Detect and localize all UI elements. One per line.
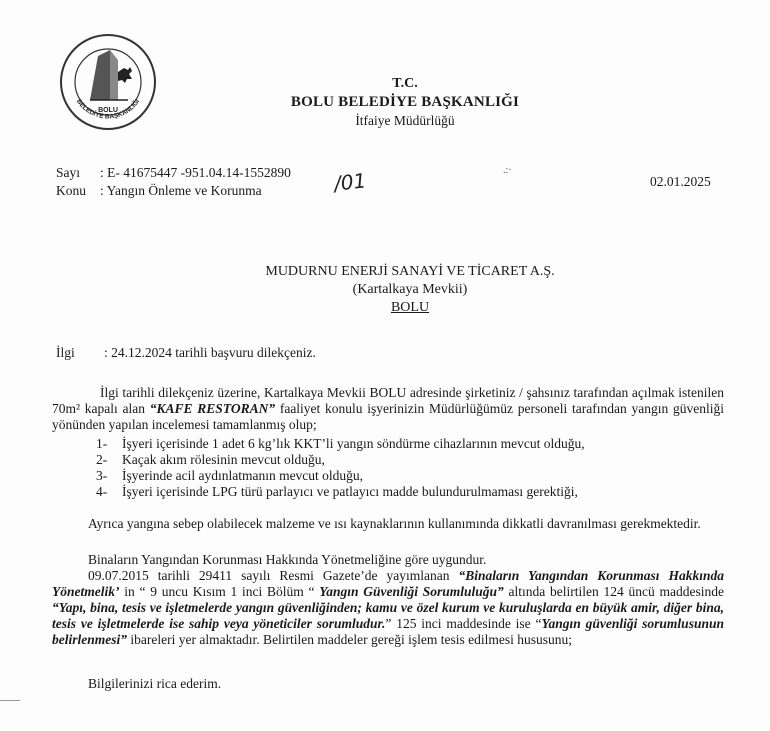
reg-text-b: in “ 9 uncu Kısım 1 inci Bölüm “ [119,584,320,599]
reg-text-c: altında belirtilen 124 üncü maddesinde [503,584,725,599]
reg-text-e: ibareleri yer almaktadır. Belirtilen maddeler gereği işlem tesis edilmesi hususunu; [127,632,572,647]
margin-mark [0,700,20,701]
paragraph-compliance [52,552,724,568]
header-organization: BOLU BELEDİYE BAŞKANLIĞI [290,94,520,110]
recipient-city: BOLU [390,300,430,315]
subject-value: : Yangın Önleme ve Korunma [100,183,262,198]
stray-mark: .:· [503,165,512,176]
list-number: 2- [96,452,108,467]
handwritten-suffix: /01 [332,168,368,196]
list-text: Kaçak akım rölesinin mevcut olduğu, [122,452,325,467]
list-item [96,436,585,452]
subject-label: Konu [56,183,86,198]
header-tc: T.C. [392,76,418,91]
closing-text: Bilgilerinizi rica ederim. [88,676,222,691]
list-item [96,452,325,468]
document-date: 02.01.2025 [650,174,711,189]
list-number: 1- [96,436,108,451]
closing-line [52,676,724,692]
ilgi-value: : 24.12.2024 tarihli başvuru dilekçeniz. [104,345,316,360]
list-item [96,484,578,500]
list-number: 4- [96,484,108,499]
logo-text-bolu: BOLU [98,107,118,114]
reg-text-a: 09.07.2015 tarihli 29411 sayılı Resmi Gazete’de yayımlanan [88,568,459,583]
municipality-logo [58,32,158,132]
recipient-name: MUDURNU ENERJİ SANAYİ VE TİCARET A.Ş. [265,264,555,279]
paragraph-intro [52,385,724,433]
header-unit: İtfaiye Müdürlüğü [355,113,455,128]
paragraph-regulation [52,568,724,648]
compliance-text: Binaların Yangından Korunması Hakkında Yönetmeliğine göre uygundur. [88,552,487,567]
intro-text-b: faaliyet konulu işyerinizin Müdürlüğümüz personeli tarafından yangın güvenliği yönünden yapılan incelemesi tamamlanmış olup; [52,401,724,432]
intro-text-a: İlgi tarihli dilekçeniz üzerine, Kartalkaya Mevkii BOLU adresinde şirketiniz / şahsınız tarafından açılmak istenilen 70m² kapalı alan [52,385,724,416]
reg-section: Yangın Güvenliği Sorumluluğu” [319,584,504,599]
reg-text-d: ” 125 inci maddesinde ise “ [385,616,542,631]
list-text: İşyerinde acil aydınlatmanın mevcut olduğu, [122,468,364,483]
reference-row [56,165,291,181]
reg-title: “Binaların Yangından Korunması Hakkında Yönetmelik’ [52,568,724,599]
ilgi-label: İlgi [56,345,75,360]
reference-label: Sayı [56,165,81,180]
reg-quote-125: Yangın güvenliği sorumlusunun belirlenmesi” [52,616,724,647]
list-item [96,468,363,484]
list-text: İşyeri içerisinde LPG türü parlayıcı ve patlayıcı madde bulundurulmaması gerektiği, [122,484,578,499]
recipient-location: (Kartalkaya Mevkii) [352,282,468,297]
list-text: İşyeri içerisinde 1 adet 6 kg’lık KKT’li yangın söndürme cihazlarının mevcut olduğu, [122,436,585,451]
list-number: 3- [96,468,108,483]
ilgi-row [56,345,316,361]
reg-quote-124: “Yapı, bina, tesis ve işletmelerde yangın güvenliğinden; kamu ve özel kurum ve kuruluşlarda en büyük amir, diğer bina, tesis ve işletmelerde ise sahip veya yöneticiler sorumludur. [52,600,724,631]
reference-value: : E- 41675447 -951.04.14-1552890 [100,165,291,180]
paragraph-caution [52,516,724,532]
business-type: “KAFE RESTORAN” [149,401,276,416]
caution-text: Ayrıca yangına sebep olabilecek malzeme ve ısı kaynaklarının kullanımında dikkatli davranılması gerekmektedir. [88,516,701,531]
subject-row [56,183,262,199]
logo-ring-text: BELEDİYE BAŞKANLIĞI [74,98,142,121]
